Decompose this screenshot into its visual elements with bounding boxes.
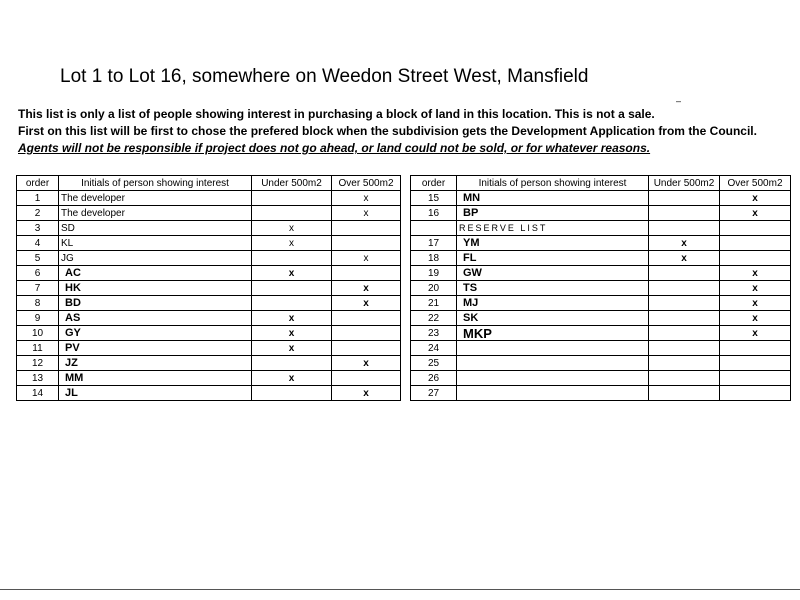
under-500m2-cell: x: [252, 341, 332, 356]
header-over-500m2: Over 500m2: [332, 176, 401, 191]
order-cell: 8: [17, 296, 59, 311]
table-row: [17, 266, 401, 281]
order-cell: 5: [17, 251, 59, 266]
table-row: [17, 326, 401, 341]
initials-cell: MN: [457, 191, 649, 206]
initials-cell: MKP: [457, 326, 649, 341]
bottom-border-line: [0, 589, 800, 590]
initials-cell: JL: [59, 386, 252, 401]
table-row: [17, 341, 401, 356]
under-500m2-cell: [649, 341, 720, 356]
initials-cell: KL: [59, 236, 252, 251]
order-cell: 24: [411, 341, 457, 356]
order-cell: 6: [17, 266, 59, 281]
stray-dash-mark: –: [676, 96, 682, 106]
order-cell: 27: [411, 386, 457, 401]
over-500m2-cell: [720, 386, 791, 401]
over-500m2-cell: [720, 221, 791, 236]
initials-cell: [457, 371, 649, 386]
over-500m2-cell: x: [332, 191, 401, 206]
table-row: [411, 281, 791, 296]
order-cell: 18: [411, 251, 457, 266]
under-500m2-cell: [649, 281, 720, 296]
table-row: [411, 266, 791, 281]
order-cell: 16: [411, 206, 457, 221]
over-500m2-cell: x: [332, 251, 401, 266]
order-cell: 19: [411, 266, 457, 281]
reserve-list-row: [411, 221, 791, 236]
table-header-row: [17, 176, 401, 191]
order-cell: 20: [411, 281, 457, 296]
under-500m2-cell: [252, 296, 332, 311]
table-row: [411, 251, 791, 266]
order-cell: 23: [411, 326, 457, 341]
order-cell: 21: [411, 296, 457, 311]
order-cell: 1: [17, 191, 59, 206]
over-500m2-cell: x: [720, 311, 791, 326]
under-500m2-cell: [252, 206, 332, 221]
over-500m2-cell: x: [332, 281, 401, 296]
under-500m2-cell: x: [649, 236, 720, 251]
interest-table-left: [16, 175, 401, 401]
table-row: [411, 206, 791, 221]
over-500m2-cell: [720, 236, 791, 251]
initials-cell: GY: [59, 326, 252, 341]
table-row: [17, 206, 401, 221]
over-500m2-cell: [332, 266, 401, 281]
header-order: order: [17, 176, 59, 191]
table-row: [17, 311, 401, 326]
over-500m2-cell: [720, 341, 791, 356]
initials-cell: BP: [457, 206, 649, 221]
order-cell: 2: [17, 206, 59, 221]
under-500m2-cell: [649, 221, 720, 236]
intro-paragraph: [18, 106, 778, 157]
table-row: [411, 326, 791, 341]
initials-cell: MM: [59, 371, 252, 386]
table-row: [411, 236, 791, 251]
over-500m2-cell: [332, 341, 401, 356]
over-500m2-cell: x: [720, 296, 791, 311]
table-row: [411, 311, 791, 326]
initials-cell: JG: [59, 251, 252, 266]
under-500m2-cell: [252, 251, 332, 266]
initials-cell: TS: [457, 281, 649, 296]
under-500m2-cell: [649, 191, 720, 206]
initials-cell: GW: [457, 266, 649, 281]
order-cell: 3: [17, 221, 59, 236]
over-500m2-cell: [720, 251, 791, 266]
under-500m2-cell: x: [252, 266, 332, 281]
initials-cell: SK: [457, 311, 649, 326]
under-500m2-cell: x: [252, 326, 332, 341]
over-500m2-cell: [332, 236, 401, 251]
initials-cell: YM: [457, 236, 649, 251]
order-cell: 22: [411, 311, 457, 326]
table-header-row: [411, 176, 791, 191]
table-row: [411, 191, 791, 206]
under-500m2-cell: x: [649, 251, 720, 266]
over-500m2-cell: [332, 326, 401, 341]
initials-cell: RESERVE LIST: [457, 221, 649, 236]
initials-cell: JZ: [59, 356, 252, 371]
initials-cell: MJ: [457, 296, 649, 311]
header-under-500m2: Under 500m2: [252, 176, 332, 191]
under-500m2-cell: [252, 386, 332, 401]
under-500m2-cell: [649, 296, 720, 311]
under-500m2-cell: [649, 386, 720, 401]
over-500m2-cell: x: [720, 191, 791, 206]
interest-table-right: [410, 175, 791, 401]
over-500m2-cell: x: [332, 206, 401, 221]
initials-cell: BD: [59, 296, 252, 311]
over-500m2-cell: [332, 311, 401, 326]
over-500m2-cell: [332, 371, 401, 386]
header-initials: Initials of person showing interest: [59, 176, 252, 191]
initials-cell: FL: [457, 251, 649, 266]
initials-cell: The developer: [59, 191, 252, 206]
over-500m2-cell: x: [720, 326, 791, 341]
document-title: Lot 1 to Lot 16, somewhere on Weedon Street West, Mansfield: [60, 66, 589, 87]
intro-line-1: This list is only a list of people showing interest in purchasing a block of land in this location. This is not a sale.: [18, 107, 655, 121]
order-cell: 7: [17, 281, 59, 296]
header-order: order: [411, 176, 457, 191]
over-500m2-cell: [332, 221, 401, 236]
order-cell: 12: [17, 356, 59, 371]
under-500m2-cell: x: [252, 236, 332, 251]
order-cell: 25: [411, 356, 457, 371]
table-row: [17, 251, 401, 266]
under-500m2-cell: [649, 326, 720, 341]
disclaimer-text: Agents will not be responsible if project does not go ahead, or land could not be sold, or for whatever reasons.: [18, 141, 651, 155]
order-cell: 4: [17, 236, 59, 251]
over-500m2-cell: [720, 371, 791, 386]
table-row: [411, 356, 791, 371]
initials-cell: [457, 341, 649, 356]
table-row: [17, 191, 401, 206]
under-500m2-cell: [649, 311, 720, 326]
initials-cell: HK: [59, 281, 252, 296]
over-500m2-cell: x: [332, 386, 401, 401]
under-500m2-cell: [649, 206, 720, 221]
order-cell: 9: [17, 311, 59, 326]
table-row: [411, 296, 791, 311]
under-500m2-cell: [252, 356, 332, 371]
initials-cell: SD: [59, 221, 252, 236]
intro-line-2: First on this list will be first to chose the prefered block when the subdivision gets the Development Application from the Council.: [18, 124, 757, 138]
header-initials: Initials of person showing interest: [457, 176, 649, 191]
under-500m2-cell: [252, 191, 332, 206]
table-row: [17, 296, 401, 311]
header-over-500m2: Over 500m2: [720, 176, 791, 191]
initials-cell: The developer: [59, 206, 252, 221]
initials-cell: PV: [59, 341, 252, 356]
order-cell: 26: [411, 371, 457, 386]
over-500m2-cell: x: [332, 296, 401, 311]
over-500m2-cell: x: [720, 206, 791, 221]
under-500m2-cell: x: [252, 311, 332, 326]
table-row: [17, 221, 401, 236]
under-500m2-cell: [649, 371, 720, 386]
table-row: [17, 386, 401, 401]
over-500m2-cell: [720, 356, 791, 371]
order-cell: 14: [17, 386, 59, 401]
header-under-500m2: Under 500m2: [649, 176, 720, 191]
under-500m2-cell: [252, 281, 332, 296]
under-500m2-cell: x: [252, 221, 332, 236]
order-cell: 17: [411, 236, 457, 251]
table-row: [17, 281, 401, 296]
table-row: [17, 371, 401, 386]
over-500m2-cell: x: [720, 266, 791, 281]
table-row: [17, 356, 401, 371]
order-cell: 15: [411, 191, 457, 206]
under-500m2-cell: [649, 266, 720, 281]
order-cell: [411, 221, 457, 236]
initials-cell: [457, 356, 649, 371]
initials-cell: [457, 386, 649, 401]
order-cell: 13: [17, 371, 59, 386]
under-500m2-cell: x: [252, 371, 332, 386]
table-row: [411, 386, 791, 401]
order-cell: 11: [17, 341, 59, 356]
table-row: [411, 371, 791, 386]
initials-cell: AC: [59, 266, 252, 281]
over-500m2-cell: x: [720, 281, 791, 296]
table-row: [17, 236, 401, 251]
table-row: [411, 341, 791, 356]
order-cell: 10: [17, 326, 59, 341]
over-500m2-cell: x: [332, 356, 401, 371]
under-500m2-cell: [649, 356, 720, 371]
initials-cell: AS: [59, 311, 252, 326]
